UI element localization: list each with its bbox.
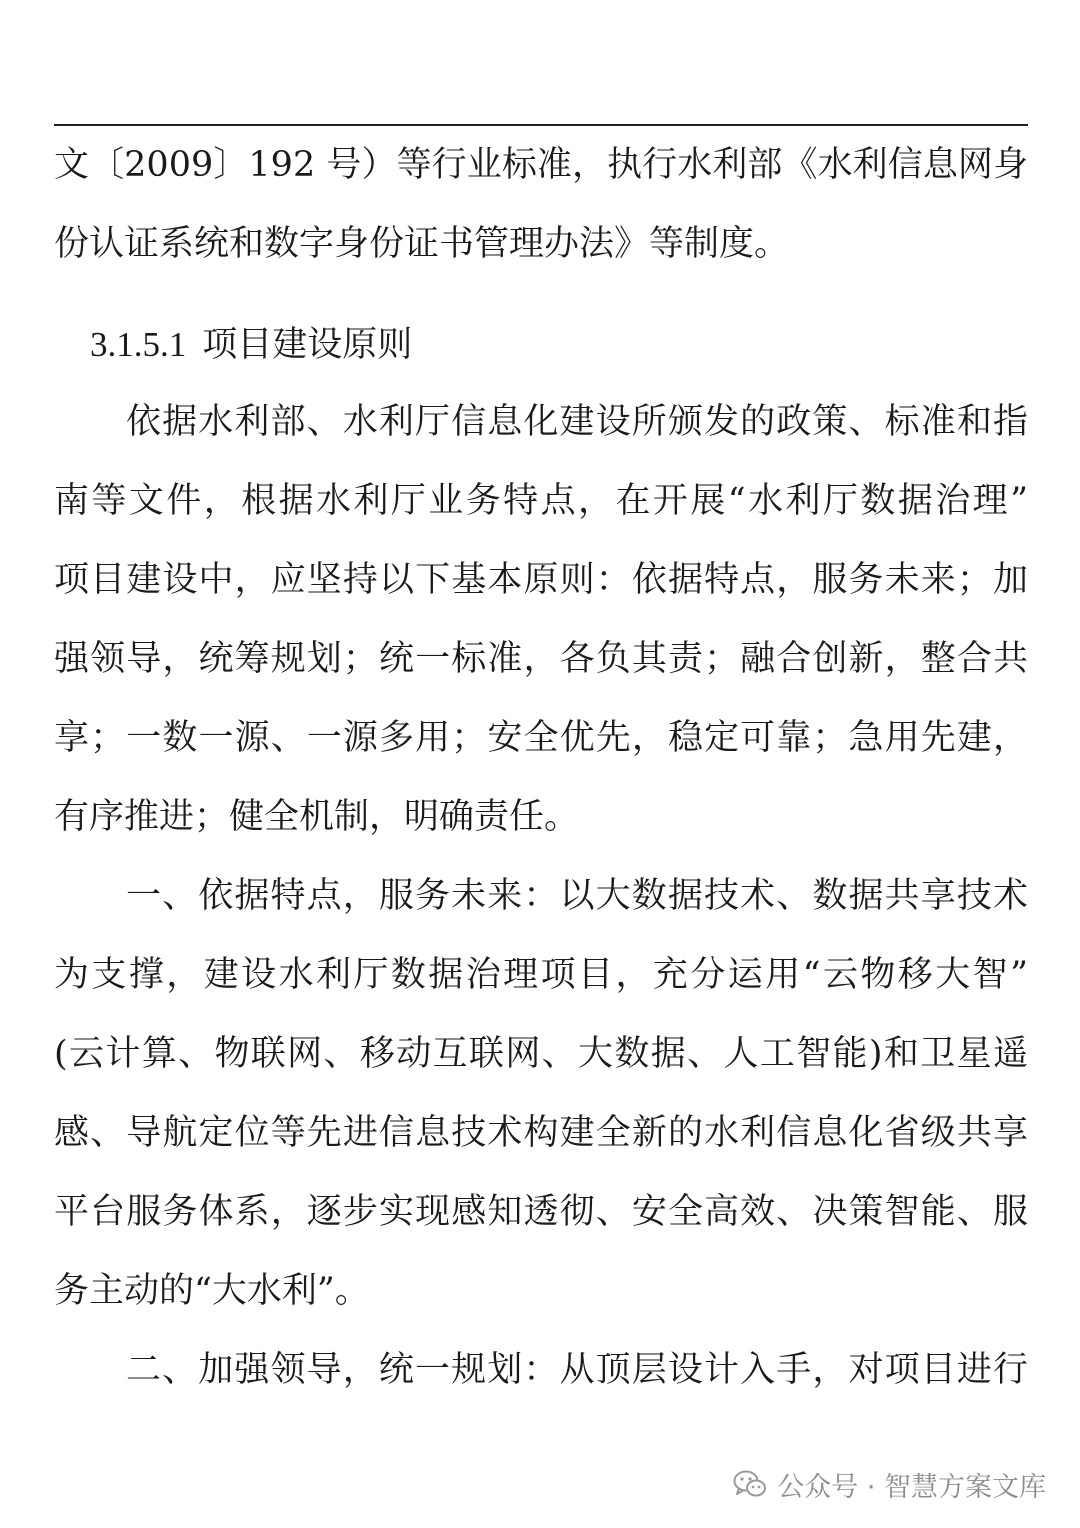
section-heading bbox=[90, 322, 412, 368]
text-line: 南等文件，根据水利厅业务特点，在开展“水利厅数据治理” bbox=[54, 481, 1028, 521]
section-title: 项目建设原则 bbox=[202, 325, 413, 365]
text-line: 依据水利部、水利厅信息化建设所颁发的政策、标准和指 bbox=[126, 402, 1028, 442]
header-rule bbox=[54, 124, 1028, 126]
text-line: 平台服务体系，逐步实现感知透彻、安全高效、决策智能、服 bbox=[54, 1192, 1028, 1232]
text-line: 项目建设中，应坚持以下基本原则：依据特点，服务未来；加 bbox=[54, 560, 1028, 600]
text-line: 强领导，统筹规划；统一标准，各负其责；融合创新，整合共 bbox=[54, 639, 1028, 679]
text-line: 务主动的“大水利”。 bbox=[54, 1271, 370, 1311]
wechat-icon bbox=[733, 1469, 767, 1499]
text-line: (云计算、物联网、移动互联网、大数据、人工智能)和卫星遥 bbox=[54, 1034, 1028, 1074]
text-line: 文〔2009〕192 号）等行业标准，执行水利部《水利信息网身 bbox=[54, 145, 1028, 185]
text-line: 一、依据特点，服务未来：以大数据技术、数据共享技术 bbox=[126, 876, 1028, 916]
text-line: 感、导航定位等先进信息技术构建全新的水利信息化省级共享 bbox=[54, 1113, 1028, 1153]
text-line: 为支撑，建设水利厅数据治理项目，充分运用“云物移大智” bbox=[54, 955, 1028, 995]
text-line: 份认证系统和数字身份证书管理办法》等制度。 bbox=[54, 224, 790, 264]
text-line: 二、加强领导，统一规划：从顶层设计入手，对项目进行 bbox=[126, 1350, 1028, 1390]
text-line: 享；一数一源、一源多用；安全优先，稳定可靠；急用先建， bbox=[54, 718, 1028, 758]
watermark-text: 公众号 · 智慧方案文库 bbox=[777, 1471, 1046, 1503]
watermark bbox=[733, 1462, 1046, 1506]
text-line: 有序推进；健全机制，明确责任。 bbox=[54, 797, 580, 837]
section-number: 3.1.5.1 bbox=[90, 325, 187, 364]
